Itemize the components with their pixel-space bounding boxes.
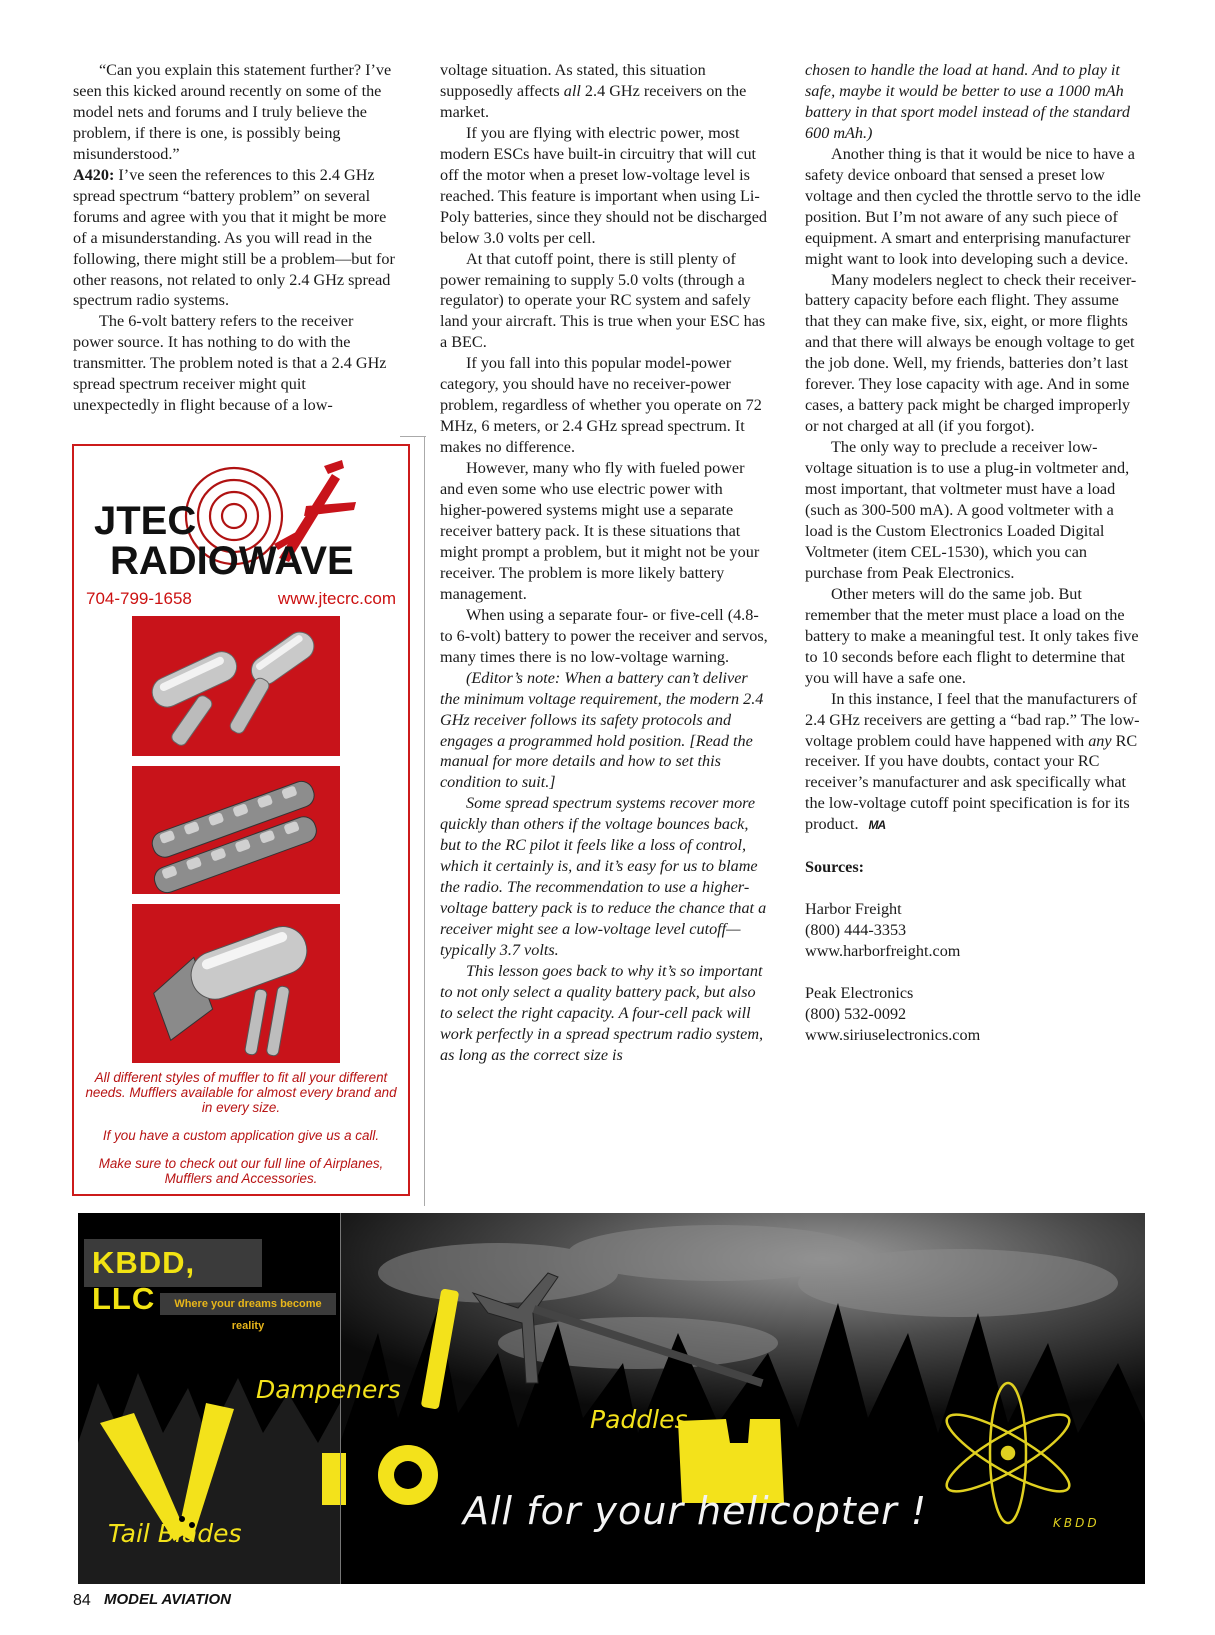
source-name: Harbor Freight <box>805 900 902 919</box>
muffler-photo <box>132 766 340 894</box>
dampener-block-icon <box>322 1453 346 1505</box>
dampener-ring-icon <box>378 1445 438 1505</box>
paragraph: “Can you explain this statement further? I’ve seen this kicked around recently on some of the model nets and forums and I truly believe the problem, if there is one, is possibly being misunderstood.” <box>73 61 392 163</box>
article-column-2 <box>440 60 770 1066</box>
label-paddles: Paddles <box>590 1405 688 1434</box>
kbdd-ad[interactable] <box>78 1213 1145 1584</box>
kbdd-title-banner <box>84 1239 262 1316</box>
source-phone: (800) 532-0092 <box>805 1005 907 1024</box>
muffler-photo <box>132 616 340 756</box>
end-mark: MA <box>868 818 886 833</box>
label-dampeners: Dampeners <box>256 1375 401 1404</box>
answer-paragraph: A420: I’ve seen the references to this 2.4 GHz spread spectrum “battery problem” on several forums and agree with you that it might be more of a misunderstanding. As you will read in the following, there might still be a problem—but for other reasons, not related to only 2.4 GHz spread spectrum radio systems. <box>73 165 395 310</box>
brand-line-1: JTEC <box>94 499 197 543</box>
paragraph: If you fall into this popular model-power category, you should have no receiver-power problem, regardless of whether you operate on 72 MHz, 6 meters, or 2.4 GHz spread spectrum. It makes no difference. <box>440 354 762 457</box>
kbdd-tagline: Where your dreams become reality <box>160 1293 336 1315</box>
jtec-phone[interactable]: 704-799-1658 <box>86 589 192 608</box>
paragraph: At that cutoff point, there is still plenty of power remaining to supply 5.0 volts (through a regulator) to operate your RC system and safely land your aircraft. This is true when your ESC has a BEC. <box>440 249 766 352</box>
label-tail-blades: Tail Blades <box>108 1519 242 1548</box>
paragraph: In this instance, I feel that the manufacturers of 2.4 GHz receivers are getting a “bad rap.” The low-voltage problem could have happened with any RC receiver. If you have doubts, contact your RC receiver’s manufacturer and ask specifically what the low-voltage cutoff point specification is for its product. MA <box>805 689 1140 834</box>
jtec-logo <box>74 446 408 596</box>
paragraph: Many modelers neglect to check their receiver-battery capacity before each flight. They assume that they can make five, six, eight, or more flights and that there will always be enough voltage to get the job done. Well, my friends, batteries don’t last forever. They lose capacity with age. And in some cases, a battery pack might be charged improperly or not charged at all (if you forgot). <box>805 270 1137 436</box>
page-number: 84 <box>73 1592 91 1609</box>
kbdd-logo-text: KBDD <box>1053 1516 1100 1530</box>
jtec-ad-copy: All different styles of muffler to fit all your different needs. Mufflers available for almost every brand and in every size. If you have a custom application give us a call. Make sure to check out our full line of Airplanes, Mufflers and Accessories. <box>85 1070 397 1186</box>
sources-heading: Sources: <box>805 858 865 877</box>
magazine-name: MODEL AVIATION <box>104 1591 231 1608</box>
source-name: Peak Electronics <box>805 984 914 1003</box>
source-url: www.siriuselectronics.com <box>805 1025 981 1044</box>
paragraph: voltage situation. As stated, this situation supposedly affects all 2.4 GHz receivers on the market. <box>440 61 747 121</box>
editor-note: Some spread spectrum systems recover more quickly than others if the voltage bounces back, but to the RC pilot it feels like a loss of control, which it certainly is, and it’s easy for us to blame the radio. The recommendation to use a higher-voltage battery pack is to reduce the chance that a receiver might see a low-voltage level cutoff—typically 3.7 volts. <box>440 794 767 960</box>
company-name: KBDD, LLC <box>92 1245 196 1316</box>
paragraph: However, many who fly with fueled power and even some who use electric power with higher-powered systems might use a separate receiver battery pack. It is these situations that might prompt a problem, but it might not be your receiver. The problem is more likely battery management. <box>440 459 760 603</box>
kbdd-headline: All for your helicopter ! <box>463 1489 928 1533</box>
answer-label: A420: <box>73 165 115 184</box>
source-phone: (800) 444-3353 <box>805 921 907 940</box>
ad-rule <box>424 436 425 1206</box>
editor-note: This lesson goes back to why it’s so important to not only select a quality battery pack, but also to select the right capacity. A four-cell pack will work perfectly in a spread spectrum radio system, as long as the correct size is <box>440 961 764 1064</box>
jtec-ad[interactable] <box>72 444 410 1196</box>
paragraph: Another thing is that it would be nice to have a safety device onboard that sensed a preset low voltage and then cycled the throttle servo to the idle position. But I’m not aware of any such piece of equipment. A smart and enterprising manufacturer might want to look into developing such a device. <box>805 144 1141 268</box>
editor-note: chosen to handle the load at hand. And to play it safe, maybe it would be better to use a 1000 mAh battery in that sport model instead of the standard 600 mAh.) <box>805 61 1130 142</box>
paragraph: When using a separate four- or five-cell (4.8- to 6-volt) battery to power the receiver and servos, many times there is no low-voltage warning. <box>440 605 768 666</box>
source-url: www.harborfreight.com <box>805 942 961 961</box>
paragraph: The 6-volt battery refers to the receiver power source. It has nothing to do with the transmitter. The problem noted is that a 2.4 GHz spread spectrum receiver might quit unexpectedly in flight because of a low- <box>73 312 387 415</box>
article-column-1 <box>73 60 396 416</box>
paragraph: The only way to preclude a receiver low-voltage situation is to use a plug-in voltmeter and, most important, that voltmeter must have a load (such as 300-500 mA). A good voltmeter with a load is the Custom Electronics Loaded Digital Voltmeter (item CEL-1530), which you can purchase from Peak Electronics. <box>805 438 1130 582</box>
brand-line-2: RADIOWAVE <box>110 539 354 583</box>
article-column-3 <box>805 60 1145 1046</box>
ad-rule <box>400 436 426 437</box>
paragraph: If you are flying with electric power, most modern ESCs have built-in circuitry that will cut off the motor when a preset low-voltage level is reached. This feature is important when using Li-Poly batteries, since they should not be discharged below 3.0 volts per cell. <box>440 123 767 247</box>
muffler-photo <box>132 904 340 1063</box>
editor-note: (Editor’s note: When a battery can’t deliver the minimum voltage requirement, the modern 2.4 GHz receiver follows its safety protocols and engages a programmed hold position. [Read the manual for more details and how to set this condition to suit.] <box>440 668 764 792</box>
paragraph: Other meters will do the same job. But remember that the meter must place a load on the battery to make a meaningful test. It only takes five to 10 seconds before each flight to determine that you will have a safe one. <box>805 584 1139 687</box>
jtec-url[interactable]: www.jtecrc.com <box>277 589 396 608</box>
